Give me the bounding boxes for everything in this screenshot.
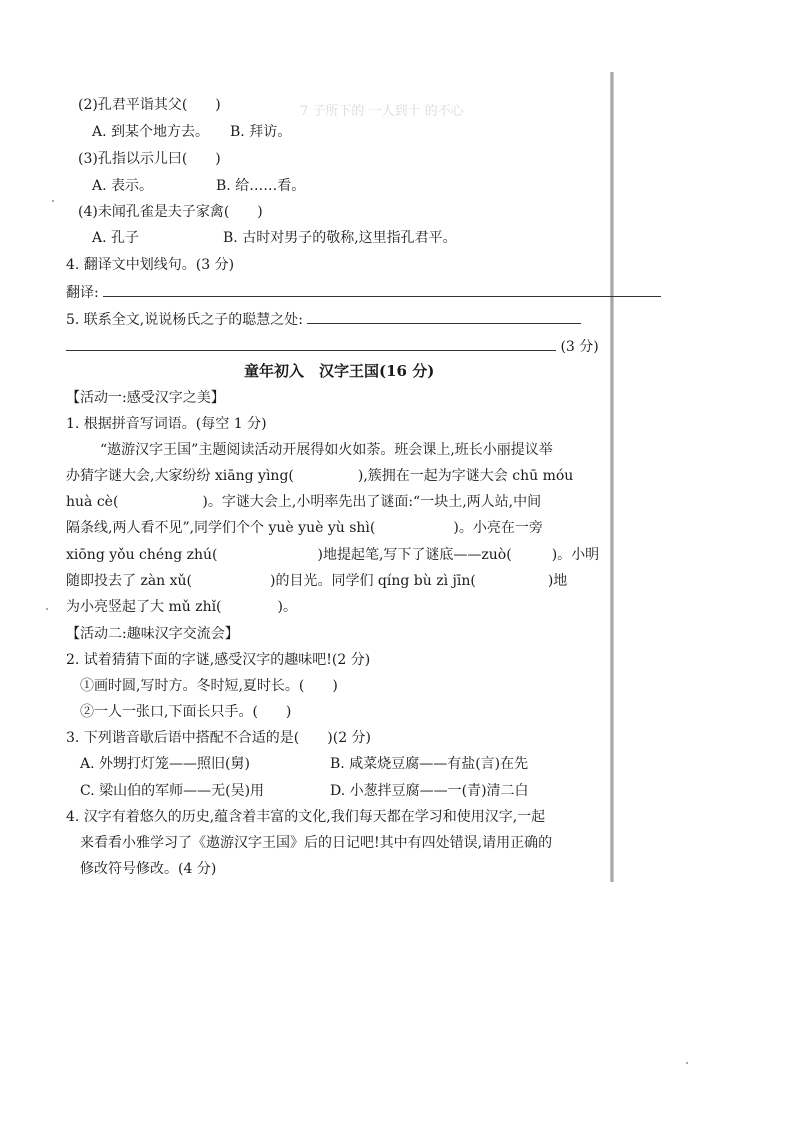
translate-label: 翻译: — [66, 285, 99, 301]
pinyin-paragraph-line-3 — [66, 493, 541, 511]
section-title: 童年初入 汉字王国(16 分) — [244, 362, 435, 380]
task-5-row-2 — [66, 336, 599, 356]
pinyin-question-title: 1. 根据拼音写词语。(每空 1 分) — [66, 416, 267, 432]
text-segment: 为小亮竖起了大 mǔ zhǐ( — [66, 599, 222, 615]
question-3: (3)孔指以示儿曰( ) — [78, 151, 221, 167]
text-segment: huà cè( — [66, 494, 119, 510]
pinyin-paragraph-line-7 — [66, 598, 297, 616]
text-segment: 隔条线,两人看不见”,同学们个个 yuè yuè yù shì( — [66, 520, 376, 536]
question-2: (2)孔君平诣其父( ) — [78, 97, 221, 113]
text-segment: )。 — [277, 599, 297, 615]
scan-speck — [52, 200, 54, 202]
pinyin-paragraph-line-2 — [66, 467, 573, 485]
diary-question-line-1: 4. 汉字有着悠久的历史,蕴含着丰富的文化,我们每天都在学习和使用汉字,一起 — [66, 809, 546, 825]
task-5-answer-line-2[interactable] — [66, 336, 556, 351]
xiehouyu-option-c: C. 梁山伯的军师——无(吴)用 — [80, 783, 265, 799]
task-5-score: (3 分) — [560, 339, 599, 355]
xiehouyu-question-title: 3. 下列谐音歇后语中搭配不合适的是( )(2 分) — [66, 730, 372, 746]
text-segment: ),簇拥在一起为字谜大会 chū móu — [357, 468, 574, 484]
text-segment: )的目光。同学们 qíng bù zì jīn( — [270, 573, 476, 589]
text-segment: )地提起笔,写下了谜底——zuò( — [317, 547, 512, 563]
question-3-options: A. 表示。 B. 给……看。 — [92, 178, 306, 194]
activity-2-heading: 【活动二:趣味汉字交流会】 — [66, 626, 239, 642]
activity-1-heading: 【活动一:感受汉字之美】 — [66, 390, 225, 406]
text-segment: xiōng yǒu chéng zhú( — [66, 547, 218, 563]
scan-speck — [686, 1062, 688, 1064]
task-5-prompt: 5. 联系全文,说说杨氏之子的聪慧之处: — [66, 312, 303, 328]
riddle-2: ②一人一张口,下面长只手。( ) — [80, 704, 292, 720]
scan-page-edge — [610, 72, 614, 882]
pinyin-paragraph-line-1: “遨游汉字王国”主题阅读活动开展得如火如荼。班会课上,班长小丽提议举 — [100, 442, 553, 458]
diary-question-line-3: 修改符号修改。(4 分) — [80, 861, 217, 877]
text-segment: )。小亮在一旁 — [453, 520, 543, 536]
pinyin-paragraph-line-6 — [66, 572, 567, 590]
xiehouyu-option-d: D. 小葱拌豆腐——一(青)清二白 — [330, 783, 529, 799]
text-segment: )。字谜大会上,小明率先出了谜面:“一块土,两人站,中间 — [202, 494, 542, 510]
task-4-answer-row — [66, 282, 661, 302]
pinyin-paragraph-line-5 — [66, 546, 599, 564]
task-4-translate: 4. 翻译文中划线句。(3 分) — [66, 257, 235, 273]
question-4-options: A. 孔子 B. 古时对男子的敬称,这里指孔君平。 — [92, 230, 457, 246]
text-segment: 随即投去了 zàn xǔ( — [66, 573, 193, 589]
translate-answer-line[interactable] — [103, 282, 661, 297]
xiehouyu-option-b: B. 咸菜烧豆腐——有盐(言)在先 — [330, 756, 529, 772]
riddle-1: ①画时圆,写时方。冬时短,夏时长。( ) — [80, 678, 338, 694]
pinyin-paragraph-line-4 — [66, 519, 543, 537]
riddle-question-title: 2. 试着猜猜下面的字谜,感受汉字的趣味吧!(2 分) — [66, 652, 371, 668]
question-4: (4)未闻孔雀是夫子家禽( ) — [78, 204, 263, 220]
bleed-through-text — [300, 128, 417, 147]
question-2-options: A. 到某个地方去。 B. 拜访。 — [92, 124, 292, 140]
scan-speck — [46, 608, 48, 610]
text-segment: )地 — [547, 573, 568, 589]
task-5-answer-line-1[interactable] — [307, 309, 581, 324]
xiehouyu-option-a: A. 外甥打灯笼——照旧(舅) — [80, 756, 250, 772]
text-segment: 办猜字谜大会,大家纷纷 xiāng yìng( — [66, 468, 294, 484]
bleed-through-text: 7 子所下的 一人到十 的不心 — [300, 104, 464, 119]
diary-question-line-2: 来看看小雅学习了《遨游汉字王国》后的日记吧!其中有四处错误,请用正确的 — [80, 835, 553, 851]
task-5-row — [66, 309, 581, 329]
text-segment: )。小明 — [551, 547, 600, 563]
